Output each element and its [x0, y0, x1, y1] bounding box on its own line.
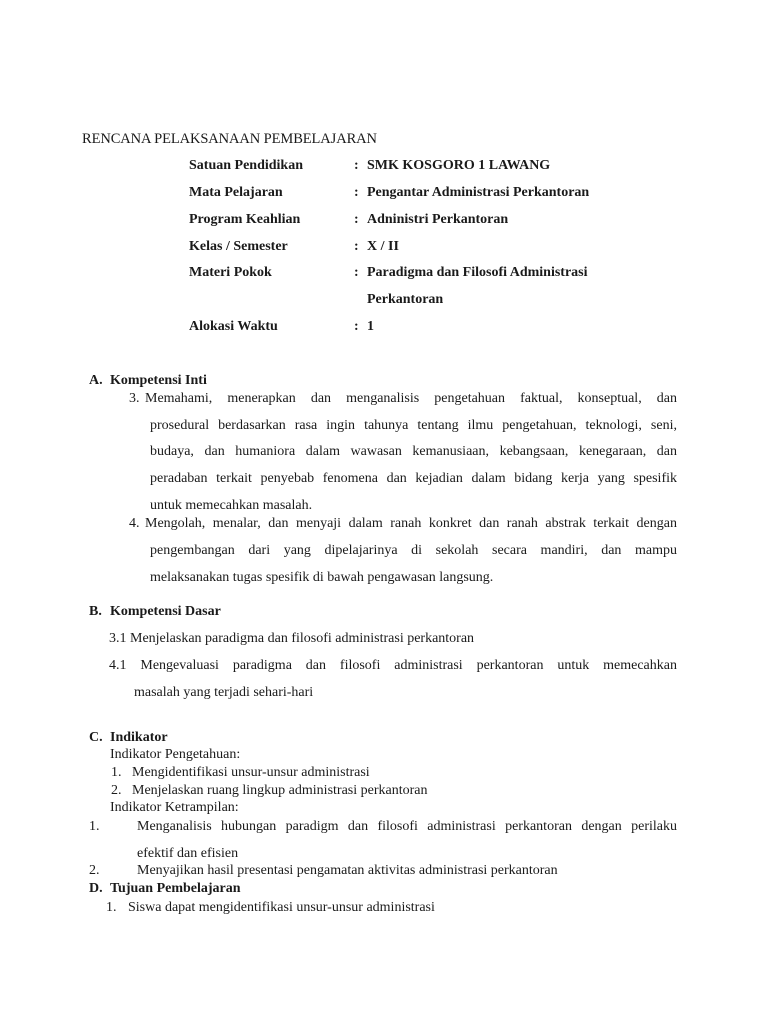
list-item-text: Siswa dapat mengidentifikasi unsur-unsur administrasi	[128, 900, 435, 915]
paragraph-line: melaksanakan tugas spesifik di bawah pengawasan langsung.	[150, 570, 494, 585]
info-colon: :	[354, 158, 359, 173]
info-label: Program Keahlian	[189, 212, 301, 227]
list-item-text: Menyajikan hasil presentasi pengamatan aktivitas administrasi perkantoran	[137, 863, 558, 878]
section-letter: A.	[89, 373, 103, 388]
info-colon: :	[354, 212, 359, 227]
list-number: 3.	[129, 391, 140, 406]
list-number: 1.	[111, 765, 122, 780]
paragraph-line: masalah yang terjadi sehari-hari	[134, 685, 314, 700]
section-title: Kompetensi Dasar	[110, 604, 221, 619]
info-colon: :	[354, 319, 359, 334]
paragraph-line: budaya, dan humaniora dalam wawasan kemanusiaan, kebangsaan, kenegaraan, dan	[150, 444, 677, 459]
section-title: Indikator	[110, 730, 168, 745]
paragraph-line: Memahami, menerapkan dan menganalisis pengetahuan faktual, konseptual, dan	[145, 391, 677, 406]
info-value: X / II	[367, 239, 399, 254]
paragraph-line: pengembangan dari yang dipelajarinya di sekolah secara mandiri, dan mampu	[150, 543, 677, 558]
info-value: 1	[367, 319, 374, 334]
section-letter: C.	[89, 730, 103, 745]
paragraph-line: 3.1 Menjelaskan paradigma dan filosofi administrasi perkantoran	[109, 631, 475, 646]
paragraph-line: untuk memecahkan masalah.	[150, 498, 313, 513]
list-item-text: Menjelaskan ruang lingkup administrasi perkantoran	[132, 783, 428, 798]
info-value-continued: Perkantoran	[367, 292, 444, 307]
info-value: SMK KOSGORO 1 LAWANG	[367, 158, 551, 173]
subheading: Indikator Pengetahuan:	[110, 747, 241, 762]
list-number: 4.	[129, 516, 140, 531]
list-number: 2.	[89, 863, 100, 878]
info-colon: :	[354, 265, 359, 280]
info-label: Alokasi Waktu	[189, 319, 278, 334]
section-letter: B.	[89, 604, 102, 619]
info-label: Satuan Pendidikan	[189, 158, 303, 173]
info-value: Pengantar Administrasi Perkantoran	[367, 185, 590, 200]
document-title: RENCANA PELAKSANAAN PEMBELAJARAN	[82, 131, 377, 147]
info-label: Kelas / Semester	[189, 239, 288, 254]
list-item-text: Mengidentifikasi unsur-unsur administrasi	[132, 765, 370, 780]
info-value: Paradigma dan Filosofi Administrasi	[367, 265, 588, 280]
list-number: 1.	[106, 900, 117, 915]
paragraph-line: Mengolah, menalar, dan menyaji dalam ranah konkret dan ranah abstrak terkait dengan	[145, 516, 677, 531]
subheading: Indikator Ketrampilan:	[110, 800, 239, 815]
list-item-text: Menganalisis hubungan paradigm dan filosofi administrasi perkantoran dengan perilaku	[137, 819, 677, 834]
section-letter: D.	[89, 881, 103, 896]
paragraph-line: peradaban terkait penyebab fenomena dan kejadian dalam bidang kerja yang spesifik	[150, 471, 677, 486]
info-value: Adninistri Perkantoran	[367, 212, 509, 227]
list-number: 1.	[89, 819, 100, 834]
section-title: Kompetensi Inti	[110, 373, 207, 388]
info-label: Materi Pokok	[189, 265, 272, 280]
list-number: 2.	[111, 783, 122, 798]
paragraph-line: 4.1 Mengevaluasi paradigma dan filosofi administrasi perkantoran untuk memecahkan	[109, 658, 677, 673]
section-title: Tujuan Pembelajaran	[110, 881, 241, 896]
paragraph-line: prosedural berdasarkan rasa ingin tahunya tentang ilmu pengetahuan, teknologi, seni,	[150, 418, 677, 433]
info-colon: :	[354, 239, 359, 254]
info-label: Mata Pelajaran	[189, 185, 283, 200]
info-colon: :	[354, 185, 359, 200]
list-item-text-continued: efektif dan efisien	[137, 846, 239, 861]
